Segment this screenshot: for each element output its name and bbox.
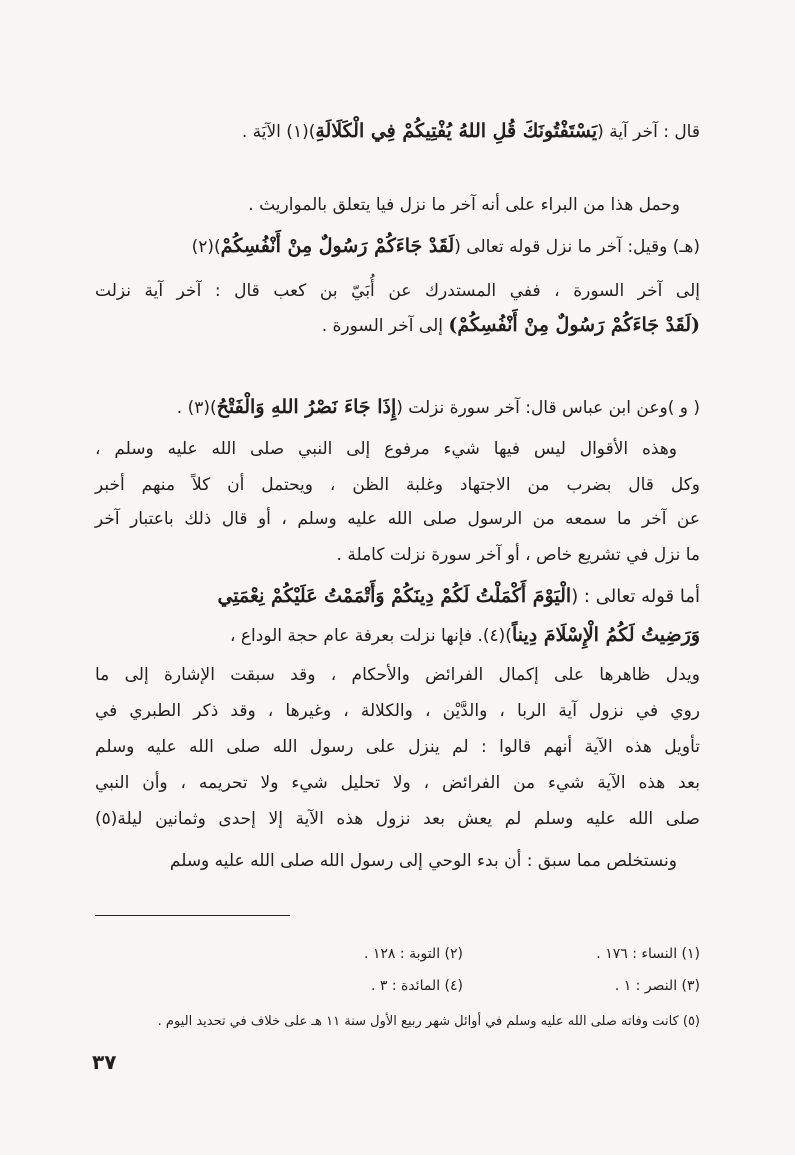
footnote-3: (٣) النصر : ١ . bbox=[614, 978, 700, 994]
quran-verse-maida-1: الْيَوْمَ أَكْمَلْتُ لَكُمْ دِينَكُمْ وَأَتْمَمْتُ عَلَيْكُمْ نِعْمَتِي bbox=[217, 585, 572, 607]
line-10: ما نزل في تشريع خاص ، أو آخر سورة نزلت كاملة . bbox=[336, 545, 700, 565]
page-number: ٣٧ bbox=[92, 1050, 117, 1074]
line-3-text: (هـ) وقيل: آخر ما نزل قوله تعالى ( bbox=[454, 237, 700, 257]
line-16: بعد هذه الآية شيء من الفرائض ، ولا تحليل شيء ولا تحريمه ، وأن النبي bbox=[95, 773, 700, 793]
footnote-4: (٤) المائدة : ٣ . bbox=[370, 978, 463, 994]
line-1 bbox=[95, 120, 700, 143]
footnote-1: (١) النساء : ١٧٦ . bbox=[596, 946, 700, 962]
line-15: تأويل هذه الآية أنهم قالوا : لم ينزل على رسول الله صلى الله عليه وسلم bbox=[95, 737, 700, 757]
line-6 bbox=[95, 396, 700, 419]
line-2-text: وحمل هذا من البراء على أنه آخر ما نزل فيا يتعلق بالمواريث . bbox=[248, 195, 680, 215]
line-4: إلى آخر السورة ، ففي المستدرك عن أُبَيّ بن كعب قال : آخر آية نزلت bbox=[95, 281, 700, 301]
footnote-2: (٢) التوبة : ١٢٨ . bbox=[363, 946, 463, 962]
quran-verse-laqad-1: لَقَدْ جَاءَكُمْ رَسُولٌ مِنْ أَنْفُسِكُمْ bbox=[220, 235, 455, 257]
line-11-text: أما قوله تعالى : ( bbox=[571, 586, 700, 607]
line-12-end: )(٤). فإنها نزلت بعرفة عام حجة الوداع ، bbox=[230, 626, 512, 646]
line-6-text: ( و )وعن ابن عباس قال: آخر سورة نزلت ( bbox=[396, 398, 700, 418]
line-18: ونستخلص مما سبق : أن بدء الوحي إلى رسول الله صلى الله عليه وسلم bbox=[169, 851, 677, 871]
line-17: صلى الله عليه وسلم لم يعش بعد نزول هذه الآية إلا إحدى وثمانين ليلة(٥) bbox=[95, 809, 700, 829]
quran-verse-maida-2: وَرَضِيتُ لَكُمُ الْإِسْلَامَ دِيناً bbox=[511, 624, 700, 646]
footnote-divider bbox=[95, 915, 290, 916]
line-12 bbox=[95, 624, 700, 647]
line-5-end: إلى آخر السورة . bbox=[321, 316, 443, 336]
line-8: وكل قال بضرب من الاجتهاد وغلبة الظن ، ويحتمل أن كلاً منهم أخبر bbox=[95, 475, 700, 495]
line-1-end: )(١) الآيَة . bbox=[241, 122, 316, 142]
line-3 bbox=[95, 235, 700, 258]
footnote-5: (٥) كانت وفاته صلى الله عليه وسلم في أوائل شهر ربيع الأول سنة ١١ هـ على خلاف في تحديد اليوم . bbox=[157, 1014, 700, 1029]
line-5 bbox=[95, 314, 700, 337]
quran-verse-nasr: إِذَا جَاءَ نَصْرُ اللهِ وَالْفَتْحُ bbox=[216, 396, 397, 418]
line-14: روي في نزول آية الربا ، والدَّيْن ، والكلالة ، وغيرها ، وقد ذكر الطبري في bbox=[95, 701, 700, 721]
quran-verse-laqad-2: (لَقَدْ جَاءَكُمْ رَسُولٌ مِنْ أَنْفُسِكُمْ) bbox=[448, 314, 700, 336]
line-2 bbox=[95, 194, 700, 216]
line-3-end: )(٢) bbox=[191, 237, 221, 257]
line-11 bbox=[95, 585, 700, 608]
line-7: وهذه الأقوال ليس فيها شيء مرفوع إلى النبي صلى الله عليه وسلم ، bbox=[95, 439, 677, 459]
line-6-end: )(٣) . bbox=[176, 398, 217, 418]
line-1-text: قال : آخر آية ( bbox=[597, 122, 700, 142]
quran-verse-kalala: يَسْتَفْتُونَكَ قُلِ اللهُ يُفْتِيكُمْ فِي الْكَلَالَةِ bbox=[315, 120, 598, 142]
line-9: عن آخر ما سمعه من الرسول صلى الله عليه وسلم ، أو قال ذلك باعتبار آخر bbox=[95, 509, 700, 529]
line-13: ويدل ظاهرها على إكمال الفرائض والأحكام ، وقد سبقت الإشارة إلى ما bbox=[95, 665, 700, 685]
